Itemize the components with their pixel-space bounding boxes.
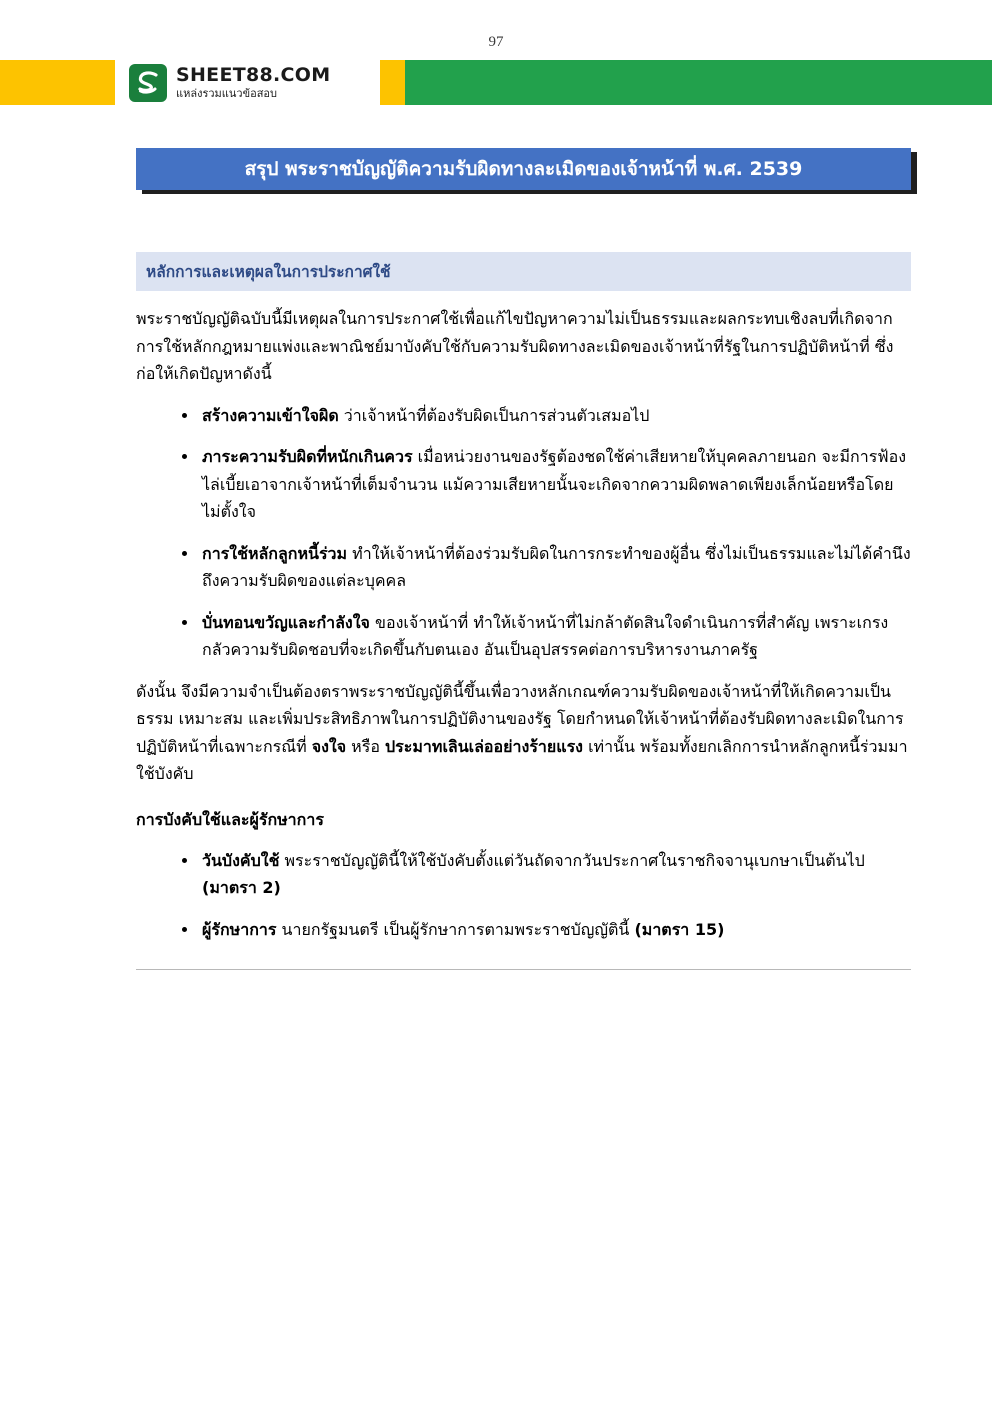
header-band-yellow-mid bbox=[380, 60, 405, 105]
brand-logo bbox=[115, 60, 380, 105]
document-title: สรุป พระราชบัญญัติความรับผิดทางละเมิดของเจ้าหน้าที่ พ.ศ. 2539 bbox=[136, 148, 911, 190]
bullet-reference: (มาตรา 2) bbox=[202, 878, 281, 898]
list-item bbox=[136, 916, 911, 944]
s-swirl-logo-icon bbox=[129, 64, 167, 102]
bullet-text: ว่าเจ้าหน้าที่ต้องรับผิดเป็นการส่วนตัวเสมอไป bbox=[338, 405, 650, 425]
document-body bbox=[136, 252, 911, 970]
list-item bbox=[136, 443, 911, 526]
bullet-text: ของเจ้าหน้าที่ ทำให้เจ้าหน้าที่ไม่กล้าตัดสินใจดำเนินการที่สำคัญ เพราะเกรงกลัวความรับผิดชอบที่จะเกิดขึ้นกับตนเอง อันเป็นอุปสรรคต่อการบริหารงานภาครัฐ bbox=[202, 612, 889, 660]
section-divider bbox=[136, 969, 911, 970]
bullet-lead: สร้างความเข้าใจผิด bbox=[202, 405, 339, 425]
closing-text-1: ดังนั้น จึงมีความจำเป็นต้องตราพระราชบัญญัตินี้ขึ้นเพื่อวางหลักเกณฑ์ความรับผิดของเจ้าหน้าที่ให้เกิดความเป็นธรรม เหมาะสม และเพิ่มประสิทธิภาพในการปฏิบัติงานของรัฐ โดยกำหนดให้เจ้าหน้าที่ต้องรับผิดทางละเมิดในการปฏิบัติหน้าที่เฉพาะกรณีที่ bbox=[136, 681, 904, 756]
header-band bbox=[0, 60, 992, 105]
principles-bullet-list bbox=[136, 402, 911, 664]
closing-bold-2: ประมาทเลินเล่ออย่างร้ายแรง bbox=[385, 736, 583, 756]
enforcement-bullet-list bbox=[136, 847, 911, 944]
page-number: 97 bbox=[488, 34, 504, 50]
section-heading-principles: หลักการและเหตุผลในการประกาศใช้ bbox=[136, 252, 911, 291]
list-item bbox=[136, 540, 911, 595]
bullet-lead: วันบังคับใช้ bbox=[202, 850, 280, 870]
bullet-lead: การใช้หลักลูกหนี้ร่วม bbox=[202, 543, 348, 563]
list-item bbox=[136, 402, 911, 430]
bullet-text: เมื่อหน่วยงานของรัฐต้องชดใช้ค่าเสียหายให้บุคคลภายนอก จะมีการฟ้องไล่เบี้ยเอาจากเจ้าหน้าที่เต็มจำนวน แม้ความเสียหายนั้นจะเกิดจากความผิดพลาดเพียงเล็กน้อยหรือโดยไม่ตั้งใจ bbox=[202, 447, 907, 522]
list-item bbox=[136, 609, 911, 664]
closing-text-3: เท่านั้น พร้อมทั้งยกเลิกการนำหลักลูกหนี้ร่วมมาใช้บังคับ bbox=[136, 736, 908, 784]
section-heading-enforcement: การบังคับใช้และผู้รักษาการ bbox=[136, 809, 324, 829]
closing-paragraph bbox=[136, 678, 911, 788]
bullet-text: นายกรัฐมนตรี เป็นผู้รักษาการตามพระราชบัญญัตินี้ bbox=[276, 919, 635, 939]
header-band-green bbox=[405, 60, 992, 105]
bullet-lead: ผู้รักษาการ bbox=[202, 919, 277, 939]
bullet-text: ทำให้เจ้าหน้าที่ต้องร่วมรับผิดในการกระทำของผู้อื่น ซึ่งไม่เป็นธรรมและไม่ได้คำนึงถึงความรับผิดของแต่ละบุคคล bbox=[202, 543, 911, 591]
closing-text-2: หรือ bbox=[346, 736, 386, 756]
closing-bold-1: จงใจ bbox=[311, 736, 347, 756]
bullet-lead: บั่นทอนขวัญและกำลังใจ bbox=[202, 612, 370, 632]
brand-tagline: แหล่งรวมแนวข้อสอบ bbox=[176, 86, 278, 100]
bullet-lead: ภาระความรับผิดที่หนักเกินควร bbox=[202, 447, 413, 467]
bullet-text: พระราชบัญญัตินี้ให้ใช้บังคับตั้งแต่วันถัดจากวันประกาศในราชกิจจานุเบกษาเป็นต้นไป bbox=[279, 850, 865, 870]
intro-paragraph: พระราชบัญญัติฉบับนี้มีเหตุผลในการประกาศใช้เพื่อแก้ไขปัญหาความไม่เป็นธรรมและผลกระทบเชิงลบที่เกิดจากการใช้หลักกฎหมายแพ่งและพาณิชย์มาบังคับใช้กับความรับผิดทางละเมิดของเจ้าหน้าที่รัฐในการปฏิบัติหน้าที่ ซึ่งก่อให้เกิดปัญหาดังนี้ bbox=[136, 309, 894, 384]
header-band-yellow-left bbox=[0, 60, 115, 105]
list-item bbox=[136, 847, 911, 902]
bullet-reference: (มาตรา 15) bbox=[634, 919, 725, 939]
brand-name: SHEET88.COM bbox=[176, 63, 331, 86]
